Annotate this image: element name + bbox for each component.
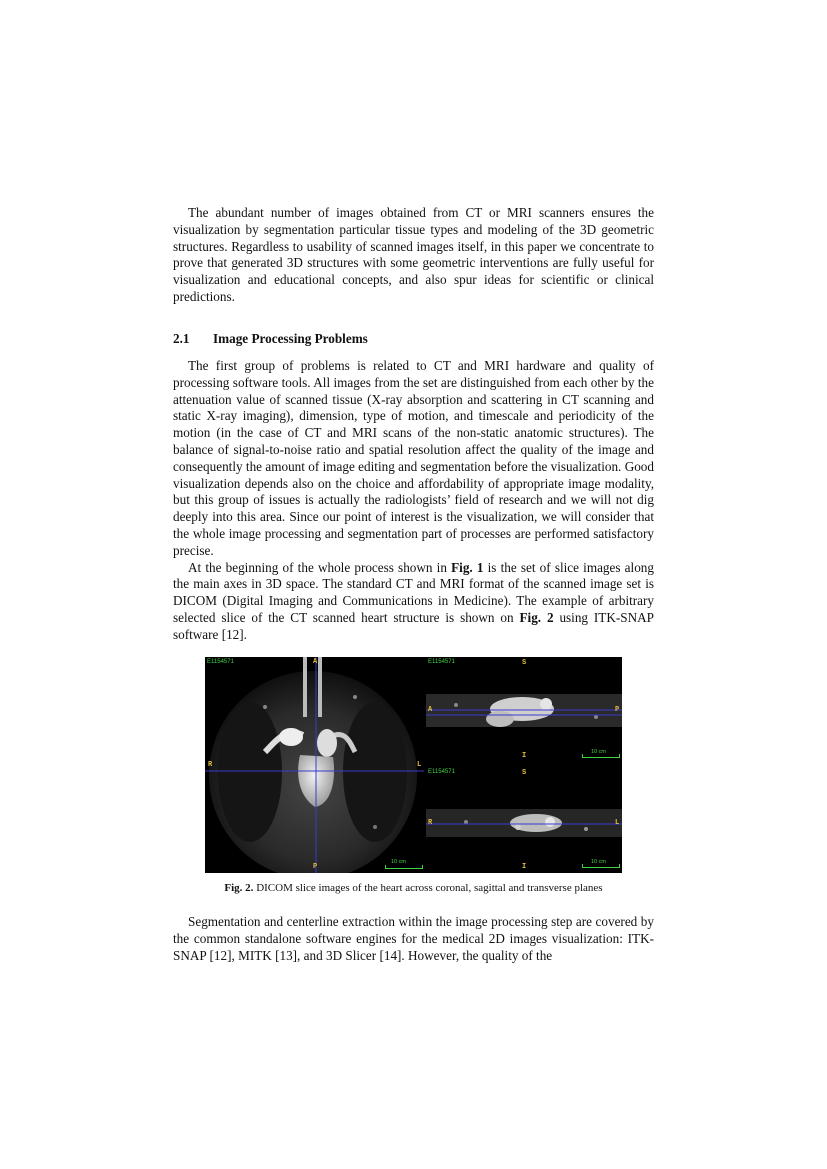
orientation-top-label: A bbox=[313, 658, 318, 666]
paragraph-text: The first group of problems is related to CT and MRI hardware and quality of processing software tools. All images from the set are distinguished from each other by the attenuation value of scanned tissue (X-ray absorption and scattering in CT scanning and static X-ray imaging), dimension, type of motion, and timescale and periodicity of the motion (in the case of CT and MRI scans of the non-static anatomic structures). The balance of signal-to-noise ratio and spatial resolution affect the quality of the image and consequently the amount of image editing and segmentation before the visualization. Good visualization depends also on the choice and affordability of appropriate image modality, but this group of issues is actually the radiologists’ field of research and we will not dig deeply into this area. Since our point of interest is the visualization, we will consider that the whole image processing and segmentation part of processes are performed satisfactory precise. bbox=[173, 358, 654, 558]
scale-bar bbox=[582, 754, 620, 758]
paragraph-process bbox=[173, 560, 654, 644]
coronal-scan-image bbox=[205, 657, 424, 873]
orientation-right-label: P bbox=[615, 706, 620, 714]
coronal-panel bbox=[205, 657, 424, 873]
orientation-left-label: A bbox=[428, 706, 433, 714]
paragraph-problems bbox=[173, 358, 654, 644]
section-number: 2.1 bbox=[173, 331, 190, 346]
paragraph-text: The abundant number of images obtained from CT or MRI scanners ensures the visualization by segmentation particular tissue types and modeling of the 3D geometric structures. Regardless to usability of scanned images itself, in this paper we concentrate to prove that generated 3D structures with some geometric interventions are fully useful for visualization and educational concepts, and also spur ideas for scientific or clinical predictions. bbox=[173, 205, 654, 304]
paragraph-text-part: using ITK-SNAP software [12]. bbox=[173, 609, 654, 642]
orientation-bottom-label: I bbox=[522, 863, 527, 871]
dicom-figure bbox=[205, 657, 622, 873]
scale-bar bbox=[385, 865, 423, 869]
orientation-bottom-label: P bbox=[313, 863, 318, 871]
scale-label: 10 cm bbox=[591, 749, 606, 755]
orientation-top-label: S bbox=[522, 659, 527, 667]
scan-id-label: E1154571 bbox=[428, 769, 455, 775]
scale-label: 10 cm bbox=[391, 859, 406, 865]
paragraph-text-part: is the set of slice images along the main axes in 3D space. The standard CT and MRI format of the scanned image set is DICOM (Digital Imaging and Communications in Medicine). The example of arbitrary selected slice of the CT scanned heart structure is shown on bbox=[173, 559, 654, 625]
scan-id-label: E1154571 bbox=[207, 659, 234, 665]
orientation-right-label: L bbox=[615, 819, 620, 827]
orientation-top-label: S bbox=[522, 769, 527, 777]
scale-bar bbox=[582, 864, 620, 868]
paragraph-intro bbox=[173, 205, 654, 306]
figure-ref-fig1[interactable]: Fig. 1 bbox=[451, 559, 484, 575]
scale-label: 10 cm bbox=[591, 859, 606, 865]
transverse-scan-image bbox=[426, 767, 622, 873]
orientation-left-label: R bbox=[208, 761, 213, 769]
sagittal-panel bbox=[426, 657, 622, 765]
paragraph-text: Segmentation and centerline extraction within the image processing step are covered by the common standalone software engines for the medical 2D images visualization: ITK-SNAP [12], MITK [13], and 3D Slicer [14]. However, the quality of the bbox=[173, 914, 654, 963]
paragraph-text-part: At the beginning of the whole process shown in bbox=[188, 559, 452, 575]
orientation-bottom-label: I bbox=[522, 752, 527, 760]
figure-ref-fig2[interactable]: Fig. 2 bbox=[519, 609, 554, 625]
section-heading bbox=[173, 331, 368, 347]
orientation-left-label: R bbox=[428, 819, 433, 827]
figure-caption bbox=[173, 882, 654, 894]
transverse-panel bbox=[426, 767, 622, 873]
caption-text: DICOM slice images of the heart across coronal, sagittal and transverse planes bbox=[253, 882, 603, 894]
paragraph-segmentation bbox=[173, 914, 654, 964]
scan-id-label: E1154571 bbox=[428, 659, 455, 665]
caption-label: Fig. 2. bbox=[224, 882, 254, 894]
orientation-right-label: L bbox=[417, 761, 422, 769]
section-title: Image Processing Problems bbox=[213, 331, 368, 346]
